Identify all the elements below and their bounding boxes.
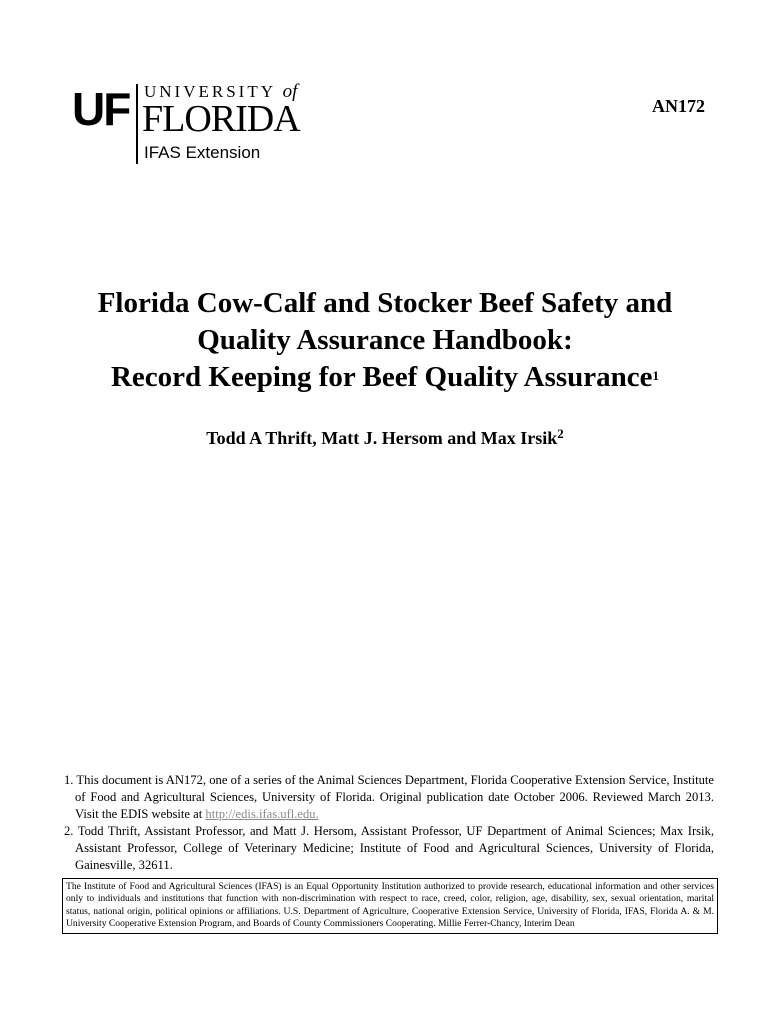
authors <box>0 428 770 449</box>
document-title <box>0 285 770 396</box>
authors-footnote-marker: 2 <box>557 426 564 441</box>
logo-divider <box>136 84 138 164</box>
equal-opportunity-disclaimer: The Institute of Food and Agricultural Sciences (IFAS) is an Equal Opportunity Institution authorized to provide research, educational information and other services only to individuals and institutions that function with non-discrimination with respect to race, creed, color, religion, age, disability, sex, sexual orientation, marital status, national origin, political opinions or affiliations. U.S. Department of Agriculture, Cooperative Extension Service, University of Florida, IFAS, Florida A. & M. University Cooperative Extension Program, and Boards of County Commissioners Cooperating. Millie Ferrer-Chancy, Interim Dean <box>62 878 718 934</box>
uf-ifas-logo <box>72 80 332 170</box>
title-line-1: Florida Cow-Calf and Stocker Beef Safety and <box>97 287 673 319</box>
authors-text: Todd A Thrift, Matt J. Hersom and Max Irsik <box>206 428 558 448</box>
title-line-2: Quality Assurance Handbook: <box>197 324 573 356</box>
title-line-3 <box>0 359 770 396</box>
footnote-1-text: 1. This document is AN172, one of a series of the Animal Sciences Department, Florida Cooperative Extension Service, Institute of Food and Agricultural Sciences, University of Florida. Original publication date October 2006. Reviewed March 2013. Visit the EDIS website at <box>64 773 714 821</box>
title-footnote-marker: 1 <box>652 368 660 383</box>
logo-ifas-extension-text: IFAS Extension <box>144 143 261 162</box>
logo-of-word: of <box>282 81 298 102</box>
title-line-3-text: Record Keeping for Beef Quality Assurance <box>110 361 653 393</box>
logo-florida-text: FLORIDA <box>142 98 300 140</box>
edis-website-link[interactable]: http://edis.ifas.ufl.edu. <box>205 807 319 821</box>
uf-logo-mark: UF <box>72 83 130 135</box>
footnotes <box>64 772 714 874</box>
document-number: AN172 <box>652 96 705 116</box>
footnote-1 <box>64 772 714 823</box>
logo-university-word: UNIVERSITY <box>144 82 276 101</box>
footnote-2: 2. Todd Thrift, Assistant Professor, and Matt J. Hersom, Assistant Professor, UF Department of Animal Sciences; Max Irsik, Assistant Professor, College of Veterinary Medicine; Institute of Food and Agricultural Sciences, University of Florida, Gainesville, 32611. <box>64 824 714 872</box>
